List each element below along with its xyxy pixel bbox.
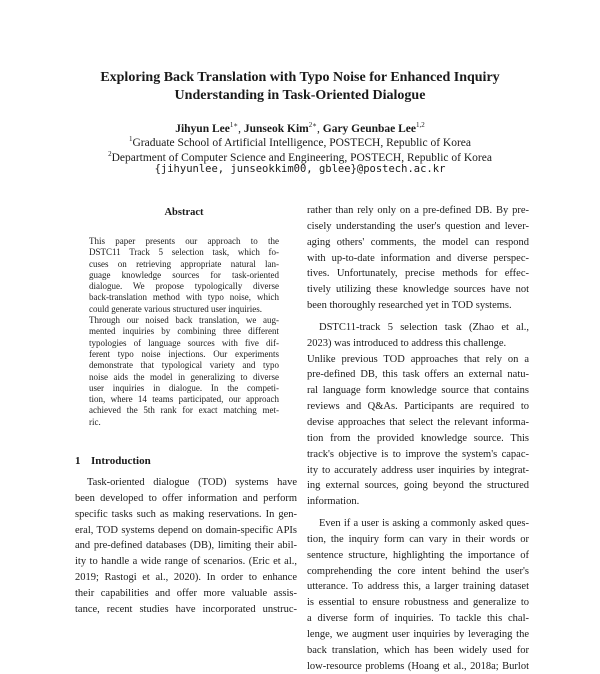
body-line: Even if a user is asking a commonly asked ques- [319, 518, 529, 530]
body-line: DSTC11-track 5 selection task (Zhao et al., [319, 321, 529, 333]
body-line: Unlike previous TOD approaches that rely on a [307, 353, 529, 365]
body-line: tives. Unfortunately, precise methods for effec- [307, 268, 529, 280]
body-line: rather than rely only on a pre-defined DB. By pre- [307, 205, 529, 216]
abstract-line: ferent typo noise injections. Our experiments [89, 348, 279, 359]
title-line: Exploring Back Translation with Typo Noise for Enhanced Inquiry [100, 70, 500, 85]
body-line: tively utilizing these knowledge sources have not [307, 284, 529, 296]
body-line: a diverse form of inquiries. To tackle this chal- [307, 613, 529, 625]
paper-title [40, 69, 560, 105]
body-line: cisely understanding the user's question and lever- [307, 220, 529, 232]
body-line: and pre-defined databases (DB), limiting their abil- [75, 540, 297, 552]
body-line: back translation, which has been widely used for [307, 644, 529, 656]
abstract-line: noise aids the model in generalizing to diverse [89, 371, 279, 382]
abstract-line: dialogue. We propose typologically diverse [89, 281, 279, 292]
body-line: utterance. To address this, a larger training dataset [307, 581, 529, 593]
author-name: Gary Geunbae Lee [322, 122, 417, 135]
intro-left-column [75, 475, 297, 618]
body-line: sentence structure, highlighting the importance of [307, 549, 529, 561]
abstract-line: guage knowledge sources for task-oriented [89, 269, 279, 280]
author-affil-mark: 2∗ [308, 121, 317, 129]
body-line: information. [307, 496, 360, 508]
abstract-heading: Abstract [164, 207, 204, 218]
title-line: Understanding in Task-Oriented Dialogue [174, 88, 426, 103]
body-line: eral, TOD systems depend on domain-specific APIs [75, 524, 297, 536]
abstract-line: user inquiries in dialogue. In the competi- [89, 382, 279, 393]
body-line: comprehending the core intent behind the user's [307, 565, 529, 577]
abstract-line: back-translation method with typo noise, which [89, 292, 279, 303]
section-number: 1 [75, 455, 81, 467]
affiliation-text: Graduate School of Artificial Intelligence, POSTECH, Republic of Korea [132, 136, 472, 149]
body-line: been thoroughly researched yet in TOD systems. [307, 300, 512, 312]
author-list: Jihyun Lee$^{1∗}$, Junseok Kim$^{2∗}$, Gary Geunbae Lee$^{1,2}$ [175, 121, 425, 135]
intro-right-column [307, 203, 529, 674]
body-line: with up-to-date information and diverse perspec- [307, 252, 529, 264]
body-line: 2019; Rastogi et al., 2020). In order to enhance [75, 572, 297, 584]
author-name: Jihyun Lee [175, 122, 230, 135]
author-affil-mark: 1∗ [229, 121, 239, 129]
body-line: tion from the provided knowledge source. This [307, 432, 529, 444]
body-line: 2023) was introduced to address this challenge. [307, 337, 507, 349]
abstract-line: demonstrate that typological variety and typo [89, 360, 279, 371]
body-line: low-resource problems (Hoang et al., 2018a; Burlot [307, 660, 529, 672]
abstract-line: mented inquiries by combining three different [89, 326, 279, 337]
abstract-line: typologies of language sources with five dif- [89, 337, 279, 348]
body-line: aging others' comments, the model can respond [307, 236, 529, 248]
abstract-line: could generate various structured user inquiries. [89, 303, 262, 314]
section-title: Introduction [91, 455, 151, 467]
body-line: ity to handle a wide range of scenarios. (Eric et al., [75, 556, 297, 568]
affiliation-mark: 2 [108, 150, 112, 158]
abstract-body [89, 236, 279, 428]
abstract-line: This paper presents our approach to the [89, 236, 279, 246]
affiliation-mark: 1 [128, 135, 133, 143]
body-line: been developed to offer information and perform [75, 492, 297, 504]
body-line: their capabilities and offer more valuable assis- [75, 587, 297, 599]
body-line: devise approaches that select the relevant informa- [307, 416, 529, 428]
abstract-line: tion, where 14 teams participated, our approach [89, 394, 279, 405]
body-line: tance, recent studies have incorporated unstruc- [75, 603, 297, 615]
body-line: specific tasks such as making reservations. In gen- [75, 508, 297, 520]
body-line: lenge, we augment user inquiries by leveraging the [307, 628, 529, 640]
section-heading-introduction [75, 455, 151, 467]
body-line: ral language form knowledge source that contains [307, 385, 529, 397]
body-line: track's objective is to improve the system's capac- [307, 448, 529, 460]
body-line: reviews and Q&As. Participants are required to [307, 401, 529, 413]
abstract-line: cuses on retrieving appropriate natural lan- [89, 258, 279, 269]
affiliation-text: Department of Computer Science and Engineering, POSTECH, Republic of Korea [111, 151, 492, 164]
body-line: ing external sources, going beyond the structured [307, 480, 529, 492]
abstract-line: DSTC11 Track 5 selection task, which fo- [89, 247, 279, 258]
body-line: is essential to ensure robustness and generalize to [307, 597, 529, 609]
body-line: Task-oriented dialogue (TOD) systems have [87, 477, 297, 488]
abstract-line: achieved the 5th rank for exact matching met- [89, 405, 279, 416]
author-affil-mark: 1,2 [416, 121, 425, 129]
author-emails: {jihyunlee, junseokkim00, gblee}@postech.ac.kr [154, 163, 446, 175]
author-name: Junseok Kim [243, 122, 309, 135]
abstract-line: Through our noised back translation, we aug- [89, 315, 279, 326]
body-line: ity to accurately address user inquiries by integrat- [307, 464, 529, 476]
body-line: pre-defined DB, this task offers an external natu- [307, 369, 529, 381]
abstract-line: ric. [89, 416, 101, 427]
body-line: tion, the inquiry form can vary in their words or [307, 533, 529, 545]
